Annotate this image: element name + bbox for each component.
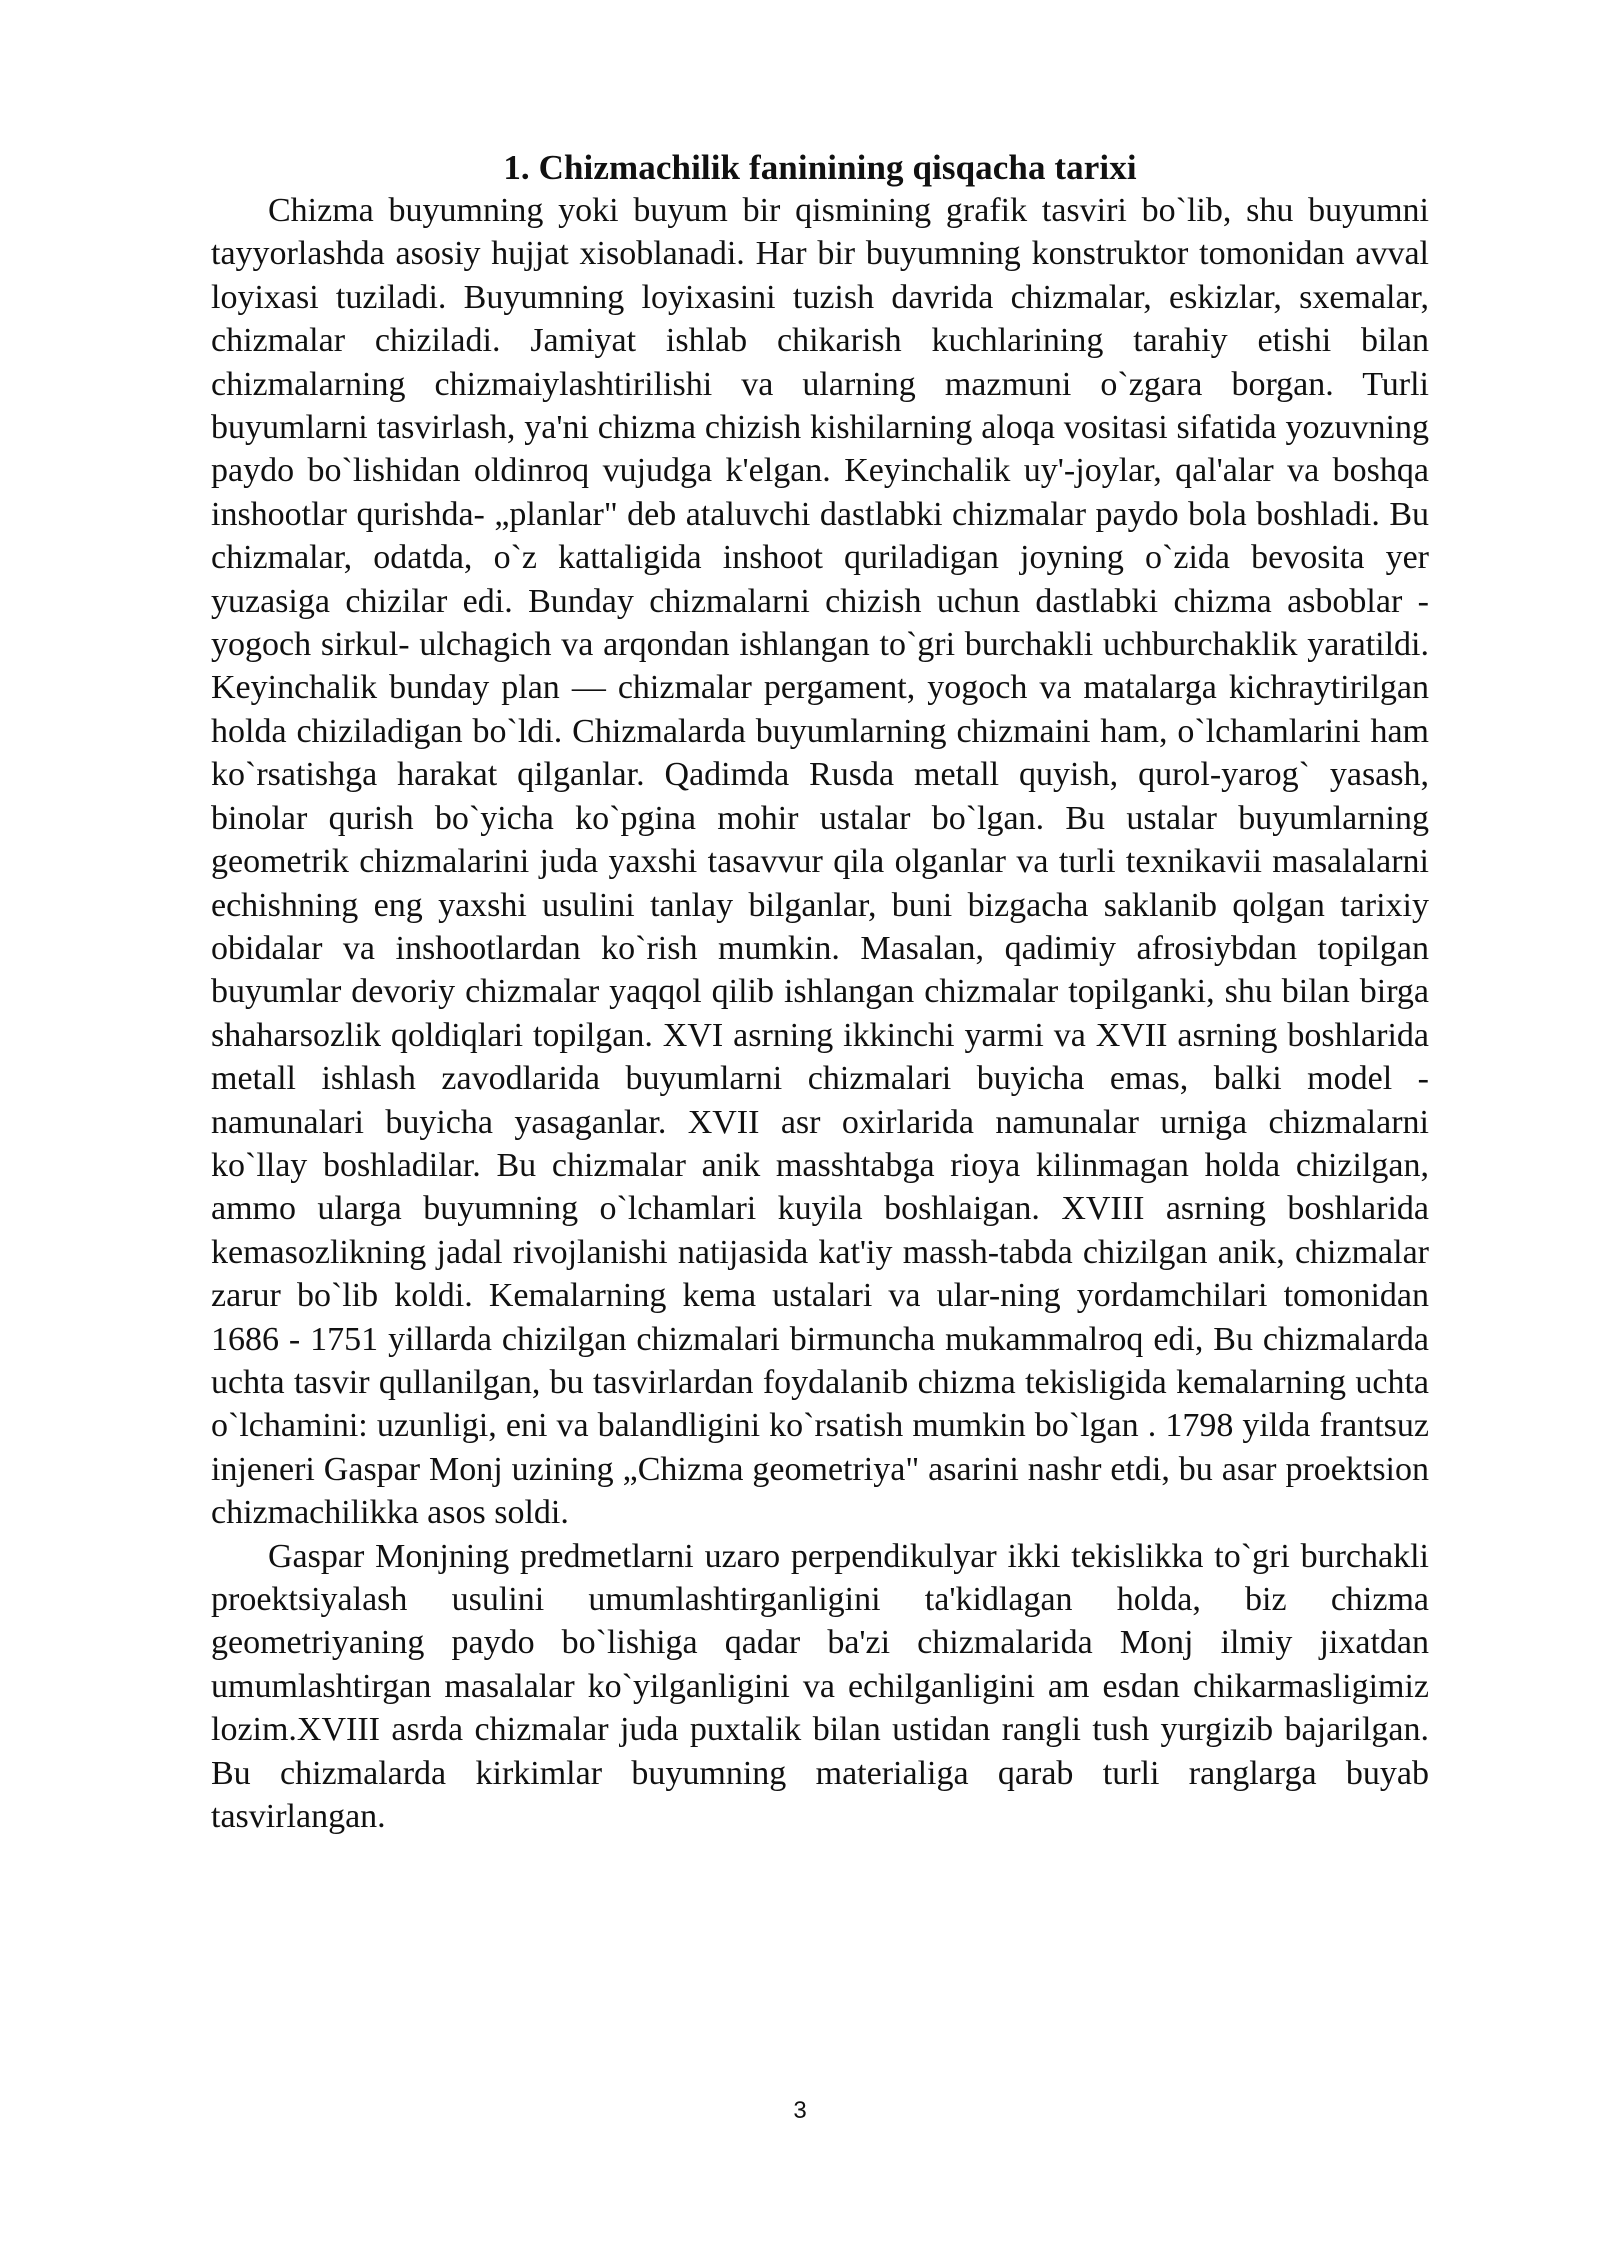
page-content <box>211 146 1429 1838</box>
paragraph-1: Chizma buyumning yoki buyum bir qismining grafik tasviri bo`lib, shu buyumni tayyorlashda asosiy hujjat xisoblanadi. Har bir buyumning konstruktor tomonidan avval loyixasi tuziladi. Buyumning loyixasini tuzish davrida chizmalar, eskizlar, sxemalar, chizmalar chiziladi. Jamiyat ishlab chikarish kuchlarining tarahiy etishi bilan chizmalarning chizmaiylashtirilishi va ularning mazmuni o`zgara borgan. Turli buyumlarni tasvirlash, ya'ni chizma chizish kishilarning aloqa vositasi sifatida yozuvning paydo bo`lishidan oldinroq vujudga k'elgan. Keyinchalik uy'-joylar, qal'alar va boshqa inshootlar qurishda- „planlar" deb ataluvchi dastlabki chizmalar paydo bola boshladi. Bu chizmalar, odatda, o`z kattaligida inshoot quriladigan joyning o`zida bevosita yer yuzasiga chizilar edi. Bunday chizmalarni chizish uchun dastlabki chizma asboblar - yogoch sirkul- ulchagich va arqondan ishlangan to`gri burchakli uchburchaklik yaratildi. Keyinchalik bunday plan — chizmalar pergament, yogoch va matalarga kichraytirilgan holda chiziladigan bo`ldi. Chizmalarda buyumlarning chizmaini ham, o`lchamlarini ham ko`rsatishga harakat qilganlar. Qadimda Rusda metall quyish, qurol-yarog` yasash, binolar qurish bo`yicha ko`pgina mohir ustalar bo`lgan. Bu ustalar buyumlarning geometrik chizmalarini juda yaxshi tasavvur qila olganlar va turli texnikavii masalalarni echishning eng yaxshi usulini tanlay bilganlar, buni bizgacha saklanib qolgan tarixiy obidalar va inshootlardan ko`rish mumkin. Masalan, qadimiy afrosiybdan topilgan buyumlar devoriy chizmalar yaqqol qilib ishlangan chizmalar topilganki, shu bilan birga shaharsozlik qoldiqlari topilgan. XVI asrning ikkinchi yarmi va XVII asrning boshlarida metall ishlash zavodlarida buyumlarni chizmalari buyicha emas, balki model - namunalari buyicha yasaganlar. XVII asr oxirlarida namunalar urniga chizmalarni ko`llay boshladilar. Bu chizmalar anik masshtabga rioya kilinmagan holda chizilgan, ammo ularga buyumning o`lchamlari kuyila boshlaigan. XVIII asrning boshlarida kemasozlikning jadal rivojlanishi natijasida kat'iy massh-tabda chizilgan anik, chizmalar zarur bo`lib koldi. Kemalarning kema ustalari va ular-ning yordamchilari tomonidan 1686 - 1751 yillarda chizilgan chizmalari birmuncha mukammalroq edi, Bu chizmalarda uchta tasvir qullanilgan, bu tasvirlardan foydalanib chizma tekisligida kemalarning uchta o`lchamini: uzunligi, eni va balandligini ko`rsatish mumkin bo`lgan . 1798 yilda frantsuz injeneri Gaspar Monj uzining „Chizma geometriya" asarini nashr etdi, bu asar proektsion chizmachilikka asos soldi. <box>211 192 1429 1532</box>
paragraph-2: Gaspar Monjning predmetlarni uzaro perpendikulyar ikki tekislikka to`gri burchakli proektsiyalash usulini umumlashtirganligini ta'kidlagan holda, biz chizma geometriyaning paydo bo`lishiga qadar ba'zi chizmalarida Monj ilmiy jixatdan umumlashtirgan masalalar ko`yilganligini va echilganligini am esdan chikarmasligimiz lozim.XVIII asrda chizmalar juda puxtalik bilan ustidan rangli tush yurgizib bajarilgan. Bu chizmalarda kirkimlar buyumning materialiga qarab turli ranglarga buyab tasvirlangan. <box>211 1537 1429 1836</box>
page-number: 3 <box>793 2097 807 2124</box>
section-title: 1. Chizmachilik faninining qisqacha tarixi <box>503 148 1137 187</box>
